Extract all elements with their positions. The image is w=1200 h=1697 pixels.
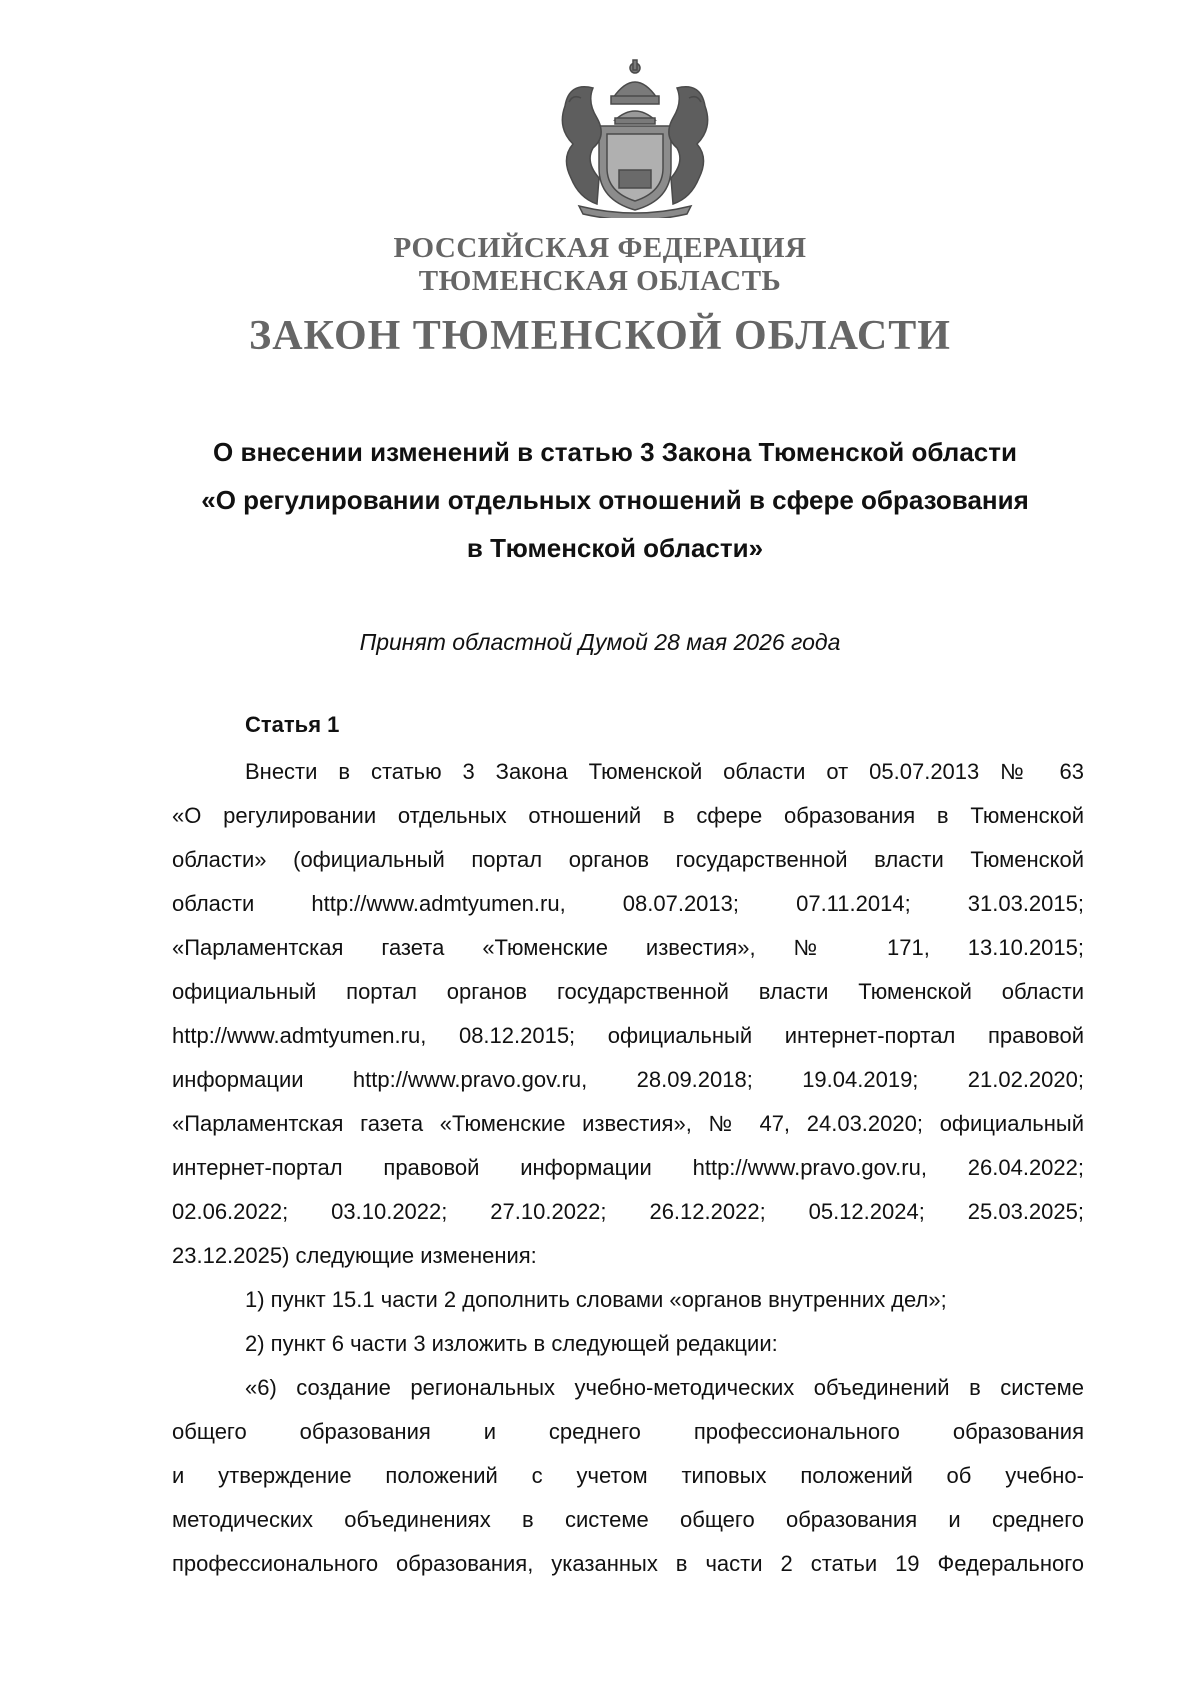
body-line: «Парламентская газета «Тюменские известия», № 171, 13.10.2015;: [172, 935, 1084, 960]
body-line: «Парламентская газета «Тюменские известия», № 47, 24.03.2020; официальный: [172, 1111, 1084, 1136]
title-line: «О регулировании отдельных отношений в сфере образования: [201, 485, 1029, 515]
region-name: ТЮМЕНСКАЯ ОБЛАСТЬ: [418, 265, 782, 297]
body-line: области» (официальный портал органов государственной власти Тюменской: [172, 847, 1084, 872]
body-line: профессионального образования, указанных в части 2 статьи 19 Федерального: [172, 1551, 1084, 1576]
coat-of-arms-icon: [535, 58, 735, 218]
adoption-date: Принят областной Думой 28 мая 2026 года: [359, 629, 841, 655]
body-line: официальный портал органов государственной власти Тюменской области: [172, 979, 1084, 1004]
document-title: [150, 428, 1080, 572]
body-line: и утверждение положений с учетом типовых положений об учебно-: [172, 1463, 1084, 1488]
body-line: 2) пункт 6 части 3 изложить в следующей редакции:: [245, 1331, 778, 1356]
law-type-title: ЗАКОН ТЮМЕНСКОЙ ОБЛАСТИ: [249, 313, 951, 359]
body-line: «6) создание региональных учебно-методических объединений в системе: [245, 1375, 1084, 1400]
body-line: 02.06.2022; 03.10.2022; 27.10.2022; 26.12.2022; 05.12.2024; 25.03.2025;: [172, 1199, 1084, 1224]
body-line: 1) пункт 15.1 части 2 дополнить словами «органов внутренних дел»;: [245, 1287, 947, 1312]
article-heading: Статья 1: [245, 712, 340, 737]
body-line: интернет-портал правовой информации http://www.pravo.gov.ru, 26.04.2022;: [172, 1155, 1084, 1180]
body-line: «О регулировании отдельных отношений в сфере образования в Тюменской: [172, 803, 1084, 828]
document-header: [0, 232, 1200, 360]
body-line: Внести в статью 3 Закона Тюменской области от 05.07.2013 № 63: [245, 759, 1084, 784]
title-line: в Тюменской области»: [466, 533, 764, 563]
body-line: информации http://www.pravo.gov.ru, 28.09.2018; 19.04.2019; 21.02.2020;: [172, 1067, 1084, 1092]
body-line: http://www.admtyumen.ru, 08.12.2015; официальный интернет-портал правовой: [172, 1023, 1084, 1048]
body-line: общего образования и среднего профессионального образования: [172, 1419, 1084, 1444]
article-body: [172, 750, 1084, 1586]
body-line: области http://www.admtyumen.ru, 08.07.2013; 07.11.2014; 31.03.2015;: [172, 891, 1084, 916]
body-line: методических объединениях в системе общего образования и среднего: [172, 1507, 1084, 1532]
body-line: 23.12.2025) следующие изменения:: [172, 1243, 537, 1268]
title-line: О внесении изменений в статью 3 Закона Тюменской области: [213, 437, 1017, 467]
country-name: РОССИЙСКАЯ ФЕДЕРАЦИЯ: [393, 232, 807, 264]
